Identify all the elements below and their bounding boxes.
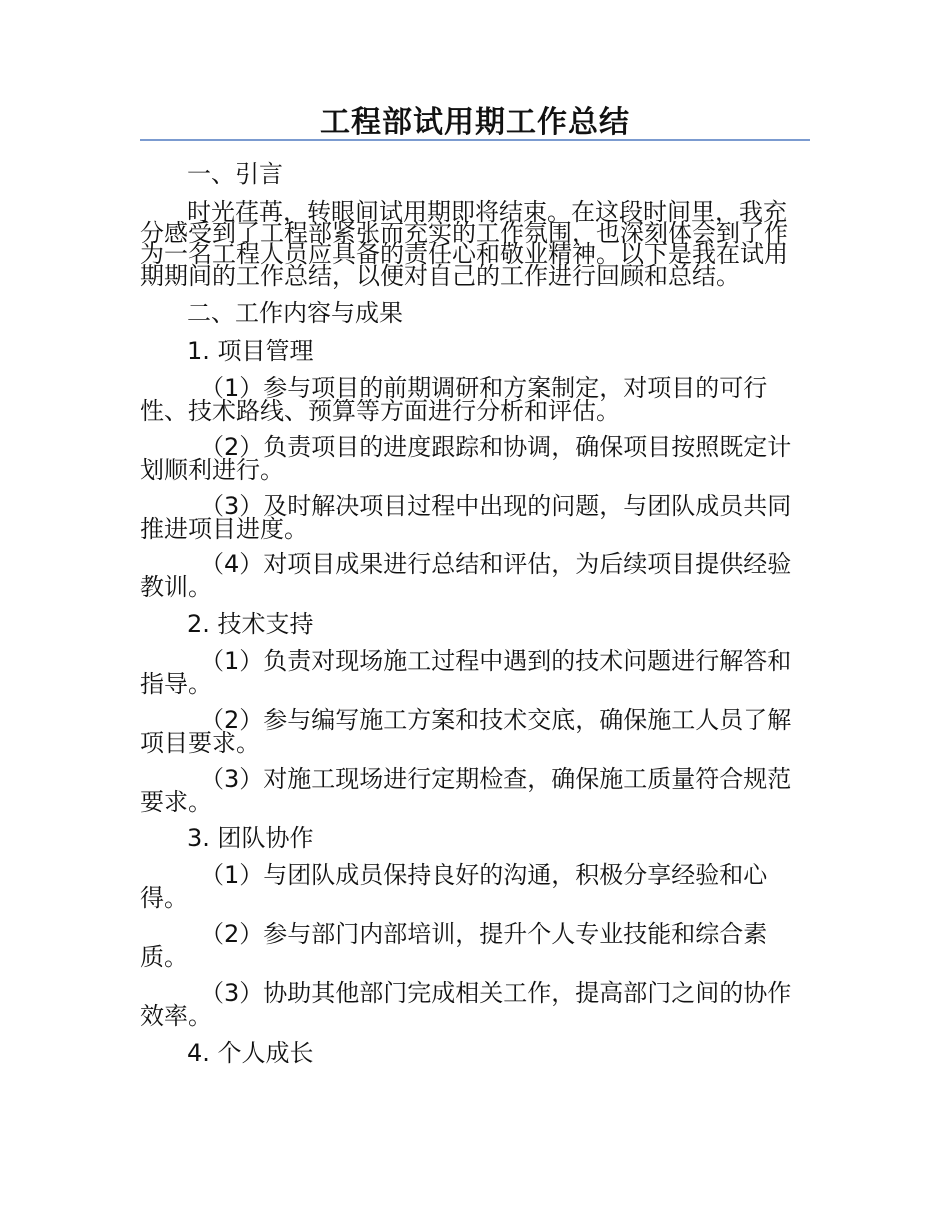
section-heading: 3. 团队协作 [187, 824, 314, 852]
intro-line: 期期间的工作总结，以便对自己的工作进行回顾和总结。 [140, 262, 740, 290]
item-line: 划顺利进行。 [140, 456, 284, 484]
item-line: （3）及时解决项目过程中出现的问题，与团队成员共同 [200, 492, 792, 520]
item-line: 推进项目进度。 [140, 515, 308, 543]
work-heading: 二、工作内容与成果 [187, 299, 403, 327]
item-line: （1）参与项目的前期调研和方案制定，对项目的可行 [200, 374, 768, 402]
item-line: 教训。 [140, 573, 212, 601]
item-line: 项目要求。 [140, 729, 260, 757]
intro-heading: 一、引言 [187, 160, 283, 188]
intro-line: 为一名工程人员应具备的责任心和敬业精神。以下是我在试用 [140, 240, 788, 268]
intro-line: 时光荏苒，转眼间试用期即将结束。在这段时间里，我充 [187, 198, 787, 226]
intro-line: 分感受到了工程部紧张而充实的工作氛围，也深刻体会到了作 [140, 219, 788, 247]
item-line: 质。 [140, 943, 188, 971]
item-line: （4）对项目成果进行总结和评估，为后续项目提供经验 [200, 550, 792, 578]
section-heading: 1. 项目管理 [187, 337, 314, 365]
item-line: 得。 [140, 884, 188, 912]
section-heading: 4. 个人成长 [187, 1039, 314, 1067]
item-line: 指导。 [140, 670, 212, 698]
item-line: 效率。 [140, 1002, 212, 1030]
item-line: （2）参与部门内部培训，提升个人专业技能和综合素 [200, 920, 768, 948]
item-line: 要求。 [140, 788, 212, 816]
document-title: 工程部试用期工作总结 [320, 105, 630, 140]
item-line: （1）与团队成员保持良好的沟通，积极分享经验和心 [200, 861, 768, 889]
item-line: （2）负责项目的进度跟踪和协调，确保项目按照既定计 [200, 433, 792, 461]
item-line: 性、技术路线、预算等方面进行分析和评估。 [140, 397, 620, 425]
item-line: （3）对施工现场进行定期检查，确保施工质量符合规范 [200, 765, 792, 793]
item-line: （3）协助其他部门完成相关工作，提高部门之间的协作 [200, 979, 792, 1007]
title-underline [140, 139, 810, 141]
item-line: （2）参与编写施工方案和技术交底，确保施工人员了解 [200, 706, 792, 734]
section-heading: 2. 技术支持 [187, 610, 314, 638]
item-line: （1）负责对现场施工过程中遇到的技术问题进行解答和 [200, 647, 792, 675]
